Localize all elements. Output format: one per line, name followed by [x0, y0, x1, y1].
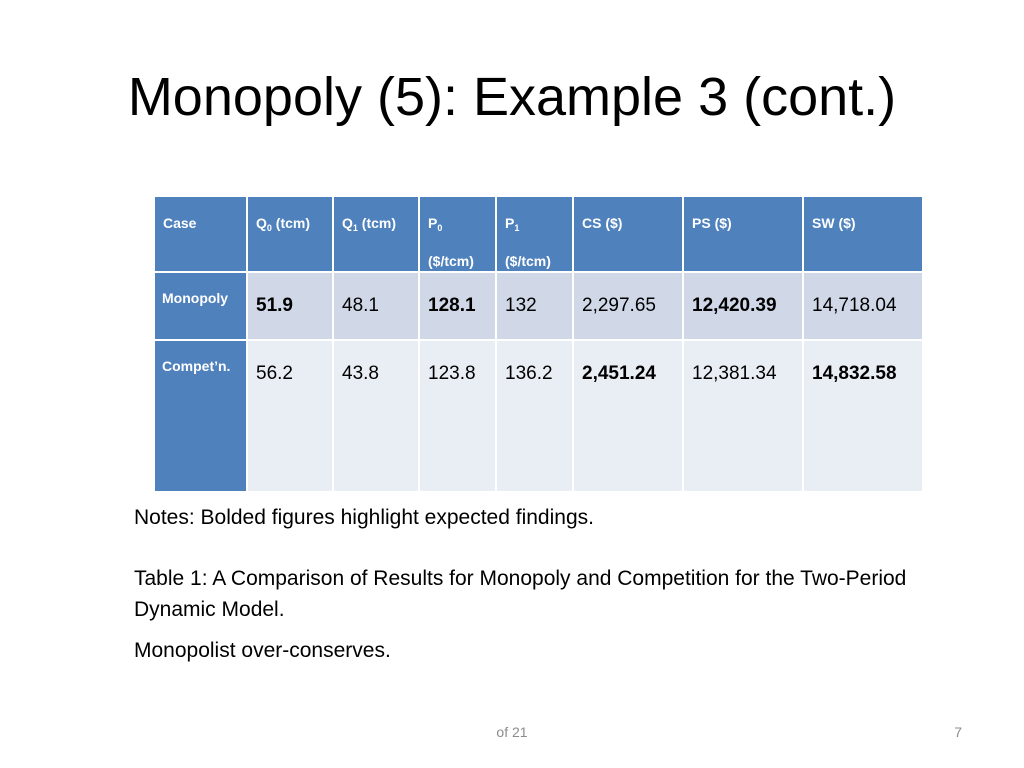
results-table	[153, 195, 924, 493]
table-cell: 14,718.04	[804, 273, 922, 339]
header-p1: $P_1$ ($/tcm)	[497, 197, 572, 271]
header-case: Case	[155, 197, 246, 271]
table-caption: Table 1: A Comparison of Results for Monopoly and Competition for the Two-Period Dynamic Model.	[134, 567, 907, 621]
table-notes: Notes: Bolded figures highlight expected findings.	[134, 506, 594, 529]
table-cell: 51.9	[248, 273, 332, 339]
table-cell: 12,381.34	[684, 341, 802, 491]
table-cell: 128.1	[420, 273, 495, 339]
table-cell: 132	[497, 273, 572, 339]
header-cs: CS ($)	[574, 197, 682, 271]
table-cell: 2,297.65	[574, 273, 682, 339]
table-cell: 123.8	[420, 341, 495, 491]
header-q0: $Q_0$ (tcm)	[248, 197, 332, 271]
header-ps: PS ($)	[684, 197, 802, 271]
table-cell: 136.2	[497, 341, 572, 491]
table-row-competition	[155, 341, 922, 491]
header-sw: SW ($)	[804, 197, 922, 271]
slide-number: 7	[954, 724, 962, 740]
footer-page-total: of 21	[496, 724, 528, 740]
table-cell: 12,420.39	[684, 273, 802, 339]
table-cell: 43.8	[334, 341, 418, 491]
table-cell: 2,451.24	[574, 341, 682, 491]
table-cell: 56.2	[248, 341, 332, 491]
table-row-monopoly	[155, 273, 922, 339]
header-p0: $P_0$ ($/tcm)	[420, 197, 495, 271]
row-label-monopoly: Monopoly	[155, 273, 246, 339]
conclusion-text: Monopolist over-conserves.	[134, 639, 391, 662]
table-cell: 48.1	[334, 273, 418, 339]
row-label-competition: Compet’n.	[155, 341, 246, 491]
table-header-row	[155, 197, 922, 271]
slide-title: Monopoly (5): Example 3 (cont.)	[127, 67, 897, 127]
table-cell: 14,832.58	[804, 341, 922, 491]
header-q1: $Q_1$ (tcm)	[334, 197, 418, 271]
